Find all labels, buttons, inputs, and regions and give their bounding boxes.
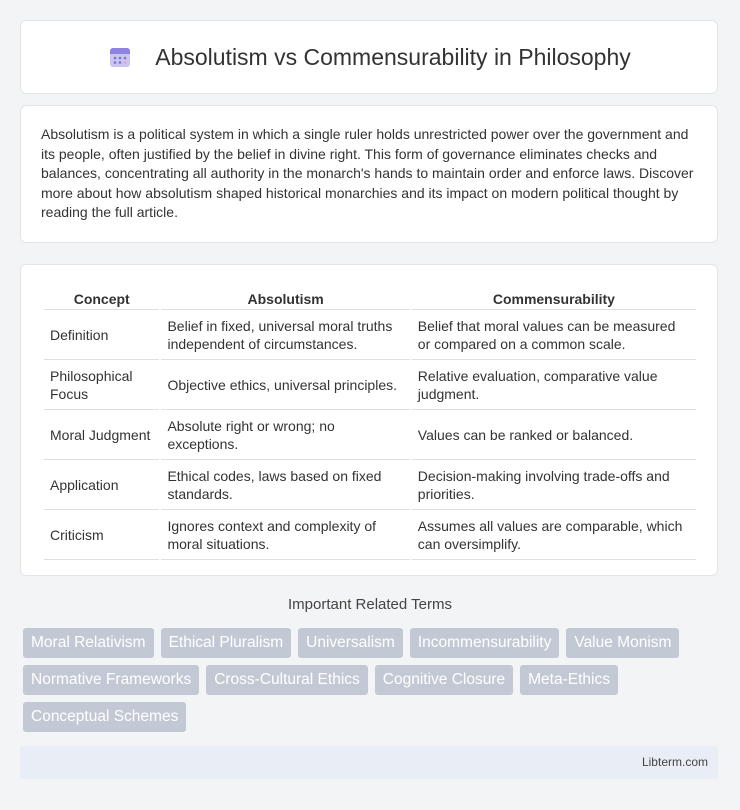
table-cell: Absolute right or wrong; no exceptions. [161, 412, 409, 460]
related-terms-list [23, 628, 723, 739]
table-row [44, 362, 696, 410]
related-term-tag[interactable]: Conceptual Schemes [23, 702, 186, 732]
table-cell: Belief that moral values can be measured or compared on a common scale. [412, 312, 696, 360]
table-cell: Philosophical Focus [44, 362, 159, 410]
table-cell: Belief in fixed, universal moral truths independent of circumstances. [161, 312, 409, 360]
table-cell: Definition [44, 312, 159, 360]
comparison-table [42, 285, 698, 562]
table-header-row [44, 287, 696, 310]
table-row [44, 312, 696, 360]
intro-text: Absolutism is a political system in which a single ruler holds unrestricted power over the government and its people, often justified by the belief in divine right. This form of governance eliminates checks and balances, concentrating all authority in the monarch's hands to maintain order and enforce laws. Discover more about how absolutism shaped historical monarchies and its impact on modern political thought by reading the full article. [41, 126, 694, 220]
table-cell: Moral Judgment [44, 412, 159, 460]
related-term-tag[interactable]: Cognitive Closure [375, 665, 513, 695]
table-row [44, 462, 696, 510]
related-term-tag[interactable]: Universalism [298, 628, 403, 658]
related-term-tag[interactable]: Incommensurability [410, 628, 560, 658]
table-cell: Criticism [44, 512, 159, 560]
table-row [44, 412, 696, 460]
table-cell: Application [44, 462, 159, 510]
table-cell: Relative evaluation, comparative value judgment. [412, 362, 696, 410]
related-term-tag[interactable]: Normative Frameworks [23, 665, 199, 695]
table-cell: Objective ethics, universal principles. [161, 362, 409, 410]
related-term-tag[interactable]: Moral Relativism [23, 628, 154, 658]
related-term-tag[interactable]: Meta-Ethics [520, 665, 618, 695]
intro-card [20, 105, 718, 243]
calendar-icon [107, 44, 133, 70]
table-cell: Ignores context and complexity of moral situations. [161, 512, 409, 560]
footer-site-link[interactable]: Libterm.com [641, 755, 708, 769]
related-term-tag[interactable]: Value Monism [566, 628, 679, 658]
table-cell: Decision-making involving trade-offs and priorities. [412, 462, 696, 510]
page-title: Absolutism vs Commensurability in Philosophy [155, 43, 631, 70]
column-header-commensurability: Commensurability [412, 287, 696, 310]
table-row [44, 512, 696, 560]
column-header-absolutism: Absolutism [161, 287, 409, 310]
table-cell: Assumes all values are comparable, which can oversimplify. [412, 512, 696, 560]
related-term-tag[interactable]: Ethical Pluralism [161, 628, 292, 658]
table-cell: Values can be ranked or balanced. [412, 412, 696, 460]
comparison-card [20, 264, 718, 576]
header-card [20, 20, 718, 94]
footer [20, 746, 718, 779]
related-terms-title: Important Related Terms [288, 596, 452, 613]
related-term-tag[interactable]: Cross-Cultural Ethics [206, 665, 368, 695]
column-header-concept: Concept [44, 287, 159, 310]
table-cell: Ethical codes, laws based on fixed standards. [161, 462, 409, 510]
